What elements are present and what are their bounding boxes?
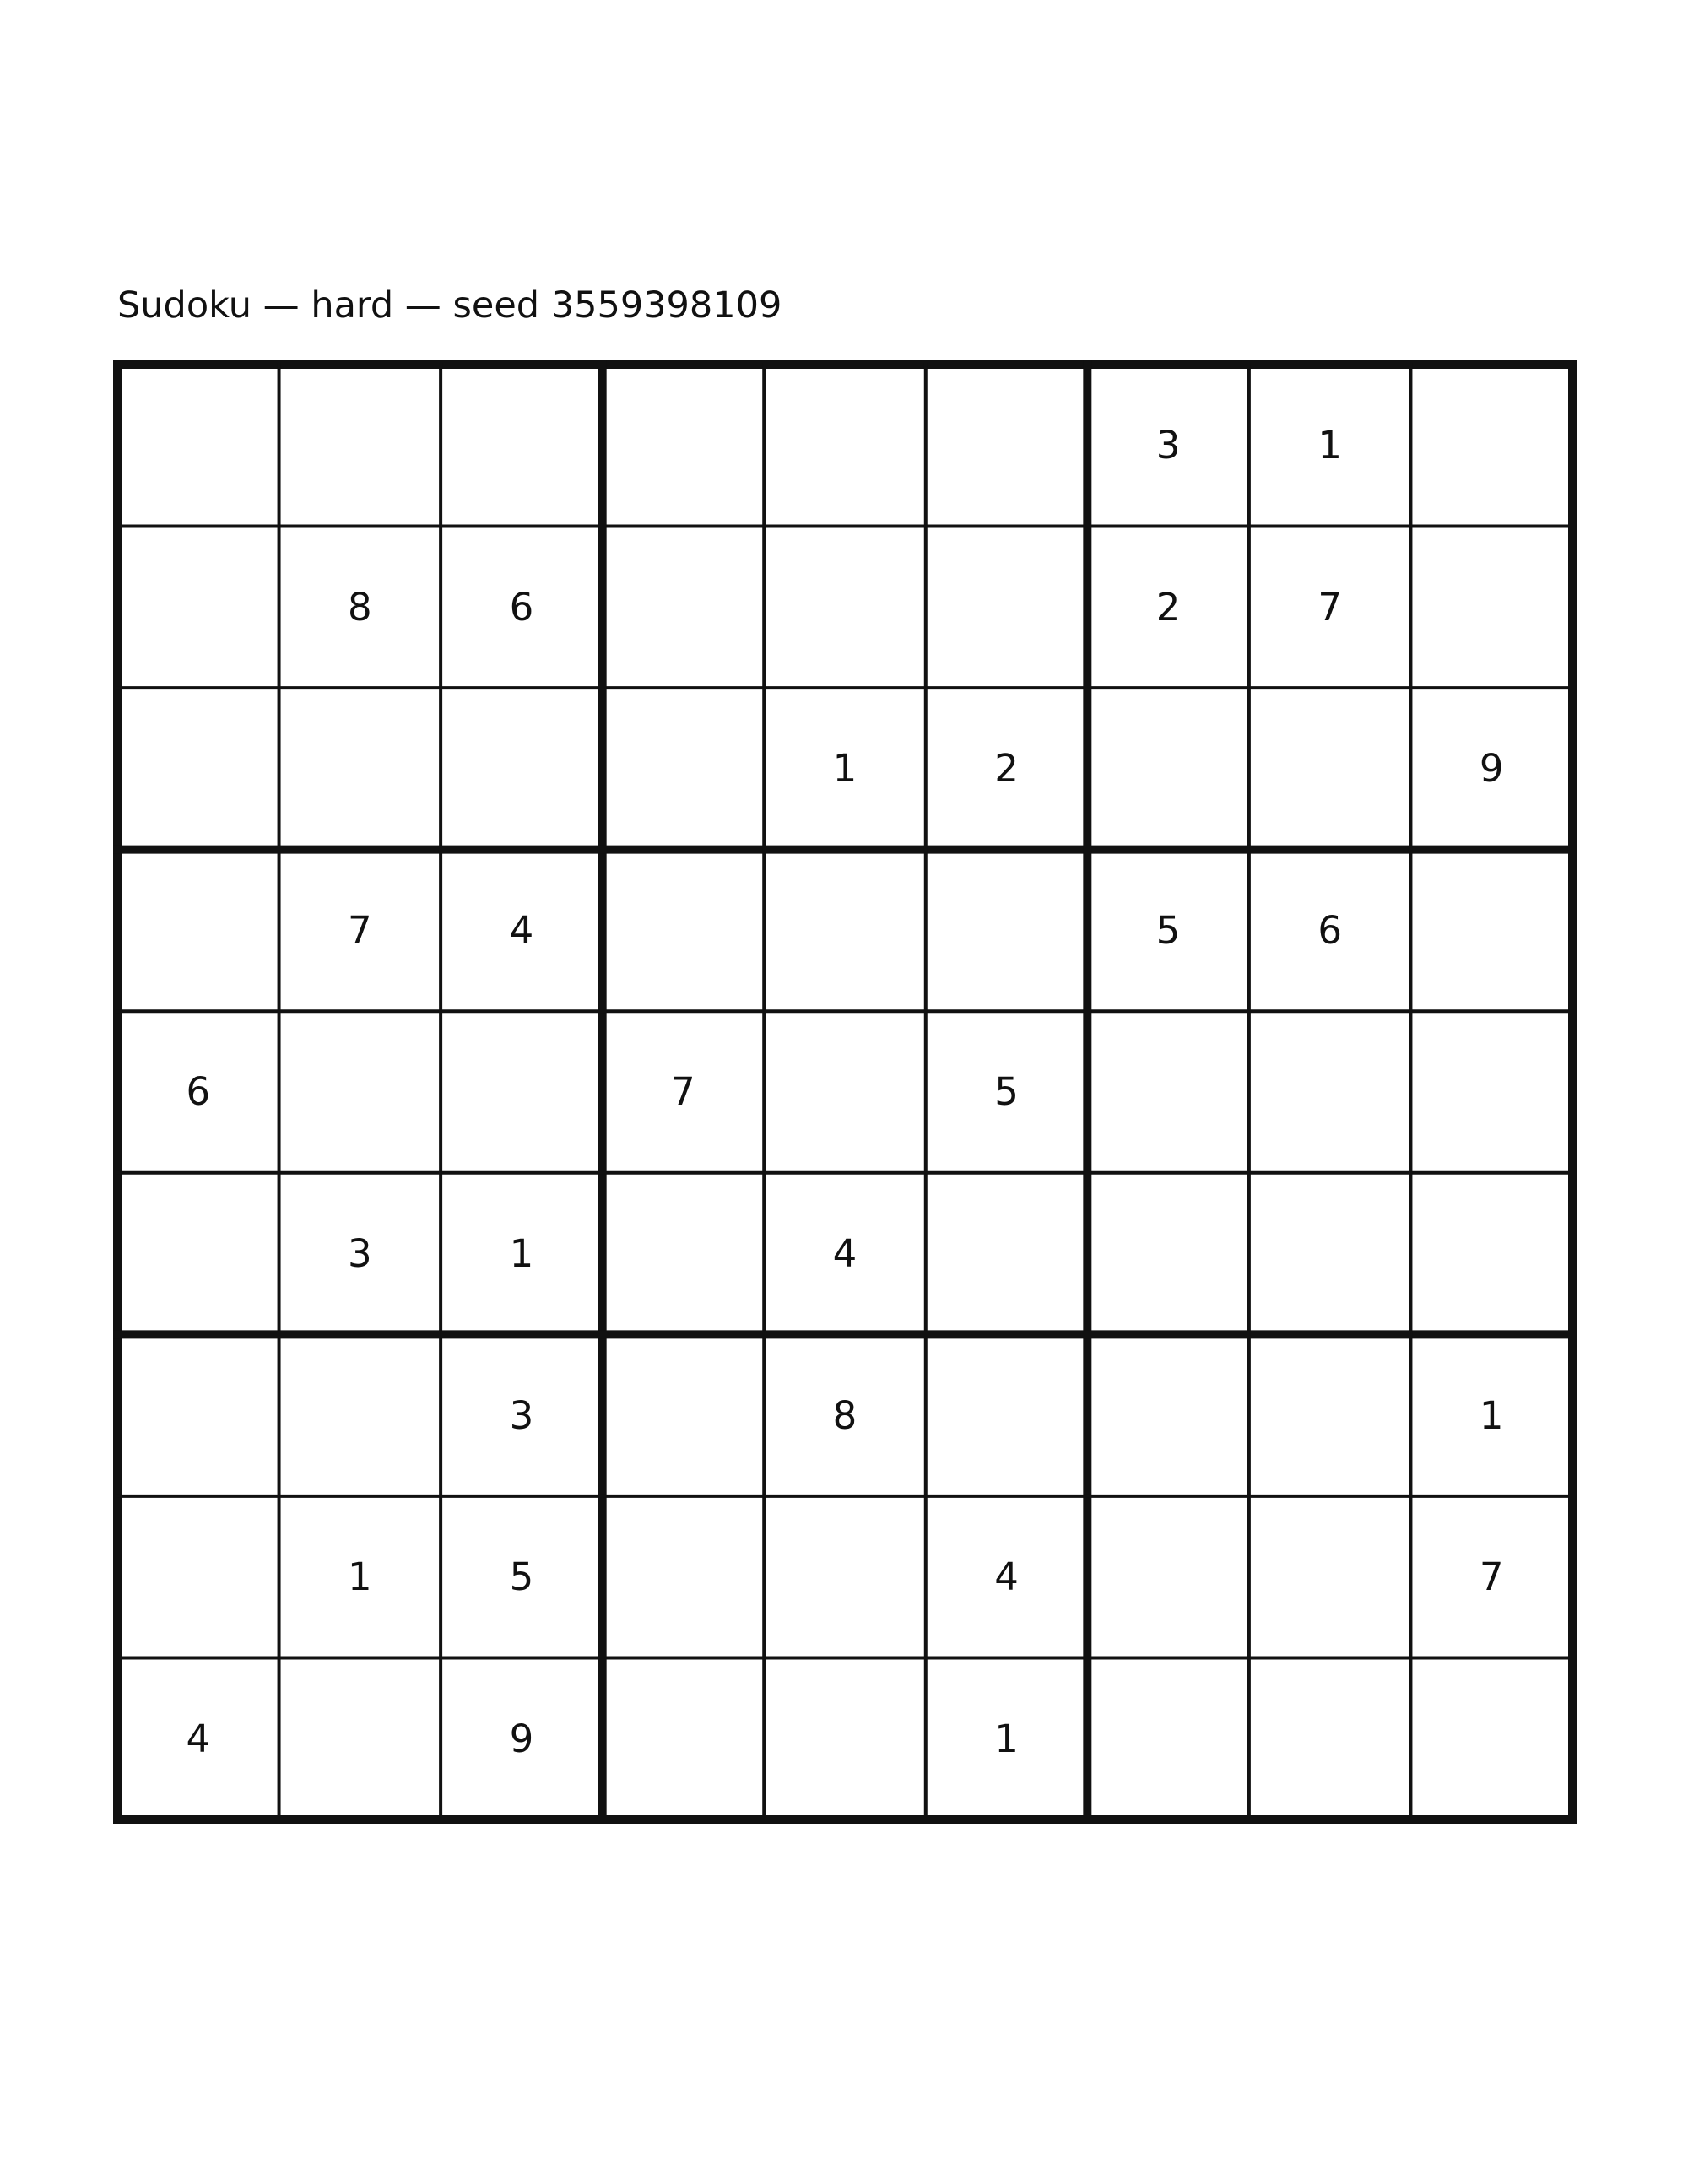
sudoku-cell-r1-c3[interactable] [441,365,603,527]
sudoku-cell-r7-c5[interactable]: 8 [832,1392,858,1438]
sudoku-cell-r8-c6[interactable]: 4 [994,1554,1019,1600]
sudoku-cell-r8-c8[interactable] [1249,1496,1411,1658]
sudoku-cell-r4-c5[interactable] [764,850,926,1012]
sudoku-board [117,365,1572,1819]
sudoku-cell-r5-c1[interactable]: 6 [186,1069,211,1115]
sudoku-cell-r6-c2[interactable]: 3 [348,1231,372,1277]
sudoku-cell-r1-c9[interactable] [1410,365,1572,527]
sudoku-cell-r3-c7[interactable] [1087,688,1249,850]
sudoku-cell-r7-c9[interactable]: 1 [1479,1392,1504,1438]
sudoku-cell-r1-c4[interactable] [603,365,765,527]
sudoku-cell-r2-c8[interactable]: 7 [1317,584,1342,630]
sudoku-cell-r3-c6[interactable]: 2 [994,746,1019,792]
sudoku-cell-r4-c2[interactable]: 7 [348,907,372,953]
sudoku-cell-r9-c2[interactable] [279,1657,441,1819]
sudoku-cell-r6-c1[interactable] [117,1173,279,1335]
sudoku-cell-r2-c9[interactable] [1410,527,1572,689]
sudoku-cell-r8-c5[interactable] [764,1496,926,1658]
sudoku-cell-r6-c4[interactable] [603,1173,765,1335]
sudoku-cell-r4-c1[interactable] [117,850,279,1012]
sudoku-cell-r7-c7[interactable] [1087,1334,1249,1496]
sudoku-cell-r3-c5[interactable]: 1 [832,746,858,792]
sudoku-cell-r4-c7[interactable]: 5 [1155,907,1181,953]
sudoku-cell-r1-c5[interactable] [764,365,926,527]
sudoku-cell-r5-c8[interactable] [1249,1011,1411,1173]
sudoku-cell-r2-c5[interactable] [764,527,926,689]
sudoku-cell-r9-c1[interactable]: 4 [186,1716,211,1761]
sudoku-cell-r6-c7[interactable] [1087,1173,1249,1335]
sudoku-cell-r1-c2[interactable] [279,365,441,527]
sudoku-cell-r9-c7[interactable] [1087,1657,1249,1819]
sudoku-cell-r9-c6[interactable]: 1 [994,1716,1019,1761]
sudoku-cell-r1-c7[interactable]: 3 [1155,423,1181,468]
sudoku-cell-r2-c6[interactable] [926,527,1088,689]
sudoku-cell-r3-c9[interactable]: 9 [1479,746,1504,792]
sudoku-cell-r8-c9[interactable]: 7 [1479,1554,1504,1600]
sudoku-cell-r4-c8[interactable]: 6 [1317,907,1342,953]
sudoku-cell-r1-c6[interactable] [926,365,1088,527]
sudoku-cell-r4-c9[interactable] [1410,850,1572,1012]
sudoku-cell-r1-c1[interactable] [117,365,279,527]
sudoku-cell-r6-c5[interactable]: 4 [832,1231,858,1277]
sudoku-cell-r7-c6[interactable] [926,1334,1088,1496]
sudoku-cell-r9-c5[interactable] [764,1657,926,1819]
sudoku-cell-r2-c7[interactable]: 2 [1155,584,1181,630]
sudoku-cell-r2-c2[interactable]: 8 [348,584,372,630]
sudoku-cell-r8-c4[interactable] [603,1496,765,1658]
sudoku-cell-r4-c3[interactable]: 4 [509,907,534,953]
sudoku-cell-r7-c3[interactable]: 3 [509,1392,534,1438]
sudoku-cell-r3-c8[interactable] [1249,688,1411,850]
sudoku-cell-r5-c7[interactable] [1087,1011,1249,1173]
sudoku-cell-r7-c8[interactable] [1249,1334,1411,1496]
sudoku-cell-r4-c6[interactable] [926,850,1088,1012]
sudoku-cell-r9-c4[interactable] [603,1657,765,1819]
sudoku-cell-r9-c9[interactable] [1410,1657,1572,1819]
sudoku-cell-r5-c4[interactable]: 7 [671,1069,695,1115]
sudoku-cell-r3-c1[interactable] [117,688,279,850]
sudoku-cells [117,365,1572,1819]
sudoku-cell-r6-c6[interactable] [926,1173,1088,1335]
sudoku-cell-r8-c3[interactable]: 5 [509,1554,534,1600]
sudoku-cell-r3-c3[interactable] [441,688,603,850]
sudoku-cell-r7-c2[interactable] [279,1334,441,1496]
sudoku-cell-r1-c8[interactable]: 1 [1317,423,1342,468]
sudoku-cell-r2-c1[interactable] [117,527,279,689]
sudoku-cell-r8-c1[interactable] [117,1496,279,1658]
sudoku-cell-r8-c7[interactable] [1087,1496,1249,1658]
sudoku-cell-r5-c9[interactable] [1410,1011,1572,1173]
sudoku-cell-r6-c8[interactable] [1249,1173,1411,1335]
sudoku-cell-r6-c3[interactable]: 1 [509,1231,534,1277]
sudoku-cell-r9-c8[interactable] [1249,1657,1411,1819]
sudoku-cell-r2-c3[interactable]: 6 [509,584,534,630]
sudoku-cell-r6-c9[interactable] [1410,1173,1572,1335]
sudoku-cell-r3-c4[interactable] [603,688,765,850]
sudoku-cell-r5-c6[interactable]: 5 [994,1069,1019,1115]
sudoku-cell-r2-c4[interactable] [603,527,765,689]
sudoku-cell-r9-c3[interactable]: 9 [509,1716,534,1761]
sudoku-cell-r5-c3[interactable] [441,1011,603,1173]
sudoku-cell-r5-c2[interactable] [279,1011,441,1173]
sudoku-cell-r7-c1[interactable] [117,1334,279,1496]
sudoku-cell-r7-c4[interactable] [603,1334,765,1496]
sudoku-cell-r4-c4[interactable] [603,850,765,1012]
sudoku-cell-r5-c5[interactable] [764,1011,926,1173]
puzzle-title: Sudoku — hard — seed 3559398109 [117,284,782,327]
sudoku-cell-r8-c2[interactable]: 1 [348,1554,372,1600]
sudoku-cell-r3-c2[interactable] [279,688,441,850]
